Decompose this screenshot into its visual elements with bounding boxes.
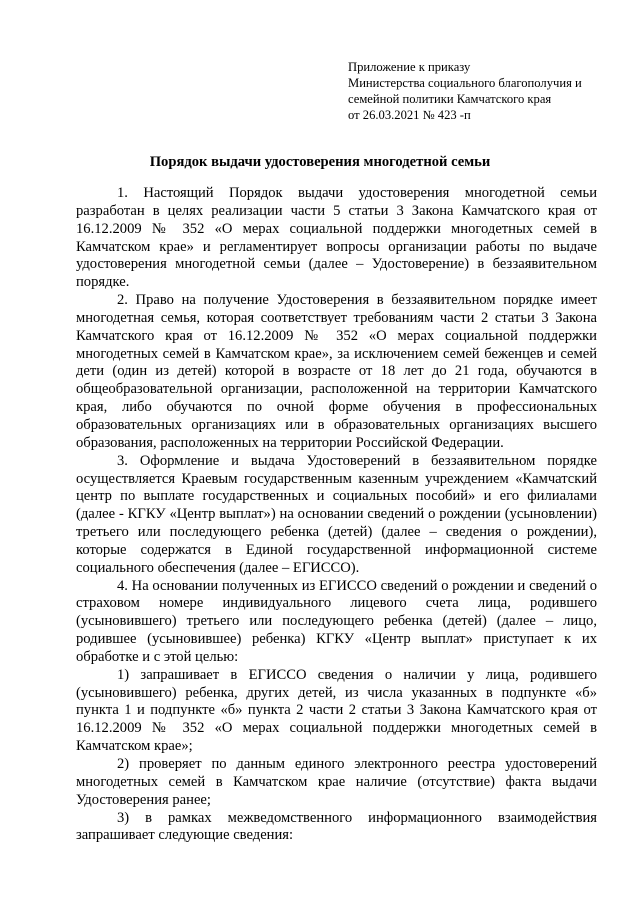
paragraph-2: 2. Право на получение Удостоверения в беззаявительном порядке имеет многодетная семья, которая соответствует требованиям части 2 статьи 3 Закона Камчатского края от 16.12.2009 № 352 «О мерах социальной поддержки многодетных семей в Камчатском крае», за исключением семей беженцев и семей дети (один из детей) которой в возрасте от 18 лет до 21 года, обучаются в общеобразовательной организации, расположенной на территории Камчатского края, либо обучаются по очной форме обучения в профессиональных образовательных организациях или в образовательных организациях высшего образования, расположенных на территории Российской Федерации. [76, 292, 597, 451]
appendix-line: Приложение к приказу [348, 60, 471, 74]
subitem-1: 1) запрашивает в ЕГИССО сведения о наличии у лица, родившего (усыновившего) ребенка, других детей, из числа указанных в подпункте «б» пункта 1 и подпункте «б» пункта 2 части 2 статьи 3 Закона Камчатского края от 16.12.2009 № 352 «О мерах социальной поддержки многодетных семей в Камчатском крае»; [76, 666, 597, 755]
paragraph-3: 3. Оформление и выдача Удостоверений в беззаявительном порядке осуществляется Краевым государственным казенным учреждением «Камчатский центр по выплате государственных и социальных пособий» и его филиалами (далее - КГКУ «Центр выплат») на основании сведений о рождении (усыновлении) третьего или последующего ребенка (детей) (далее – сведения о рождении), которые содержатся в Единой государственной информационной системе социального обеспечения (далее – ЕГИССО). [76, 452, 597, 576]
document-title: Порядок выдачи удостоверения многодетной семьи [149, 154, 491, 170]
paragraph-1: 1. Настоящий Порядок выдачи удостоверения многодетной семьи разработан в целях реализации части 5 статьи 3 Закона Камчатского края от 16.12.2009 № 352 «О мерах социальной поддержки многодетных семей в Камчатском крае» и регламентирует вопросы организации работы по выдаче удостоверения многодетной семьи (далее – Удостоверение) в беззаявительном порядке. [76, 185, 597, 291]
appendix-line: Министерства социального благополучия и [348, 76, 582, 90]
paragraph-4: 4. На основании полученных из ЕГИССО сведений о рождении и сведений о страховом номере индивидуального лицевого счета лица, родившего (усыновившего) третьего или последующего ребенка (детей) (далее – лицо, родившее (усыновившее) ребенка) КГКУ «Центр выплат» приступает к их обработке и с этой целью: [76, 577, 597, 665]
appendix-line: семейной политики Камчатского края [348, 92, 552, 106]
document-body [76, 185, 597, 845]
subitem-3: 3) в рамках межведомственного информационного взаимодействия запрашивает следующие сведения: [76, 809, 597, 844]
appendix-line: от 26.03.2021 № 423 -п [348, 108, 471, 122]
appendix-header [348, 59, 608, 123]
subitem-2: 2) проверяет по данным единого электронного реестра удостоверений многодетных семей в Камчатском крае наличие (отсутствие) факта выдачи Удостоверения ранее; [76, 756, 597, 808]
